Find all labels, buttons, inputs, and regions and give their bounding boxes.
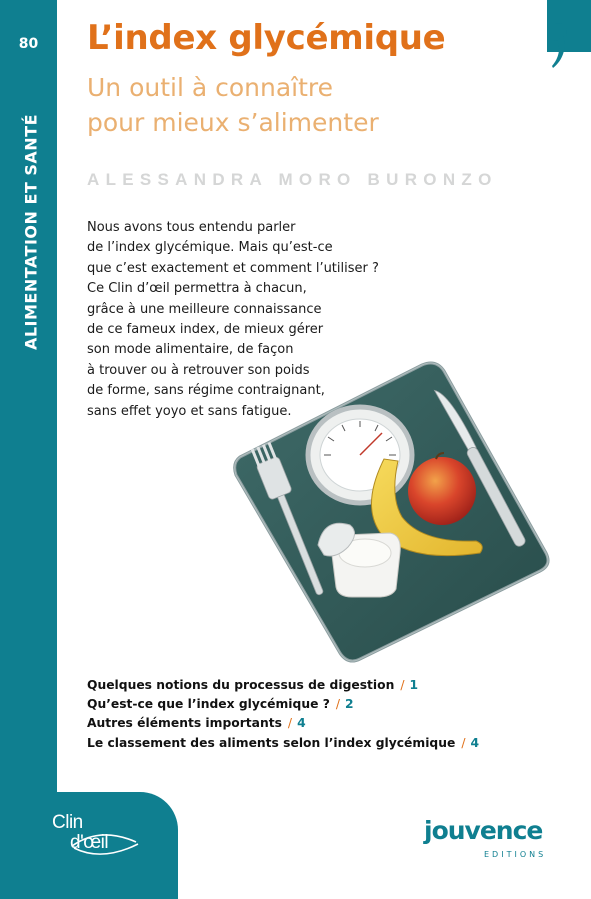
toc-separator: / <box>287 716 293 731</box>
toc-label: Autres éléments importants <box>87 716 282 731</box>
toc-label: Le classement des aliments selon l’index glycémique <box>87 735 456 750</box>
toc-separator: / <box>335 697 340 712</box>
toc-row <box>87 695 507 714</box>
blurb-line: de ce fameux index, de mieux gérer <box>87 322 324 338</box>
series-name: ALIMENTATION ET SANTÉ <box>21 113 41 351</box>
blurb-line: Ce Clin d’œil permettra à chacun, <box>87 281 307 297</box>
toc-label: Qu’est-ce que l’index glycémique ? <box>87 697 330 712</box>
blurb-line: de forme, sans régime contraignant, <box>87 383 325 399</box>
book-subtitle <box>87 70 527 140</box>
toc-row <box>87 714 507 733</box>
subtitle-line: pour mieux s’alimenter <box>87 108 379 137</box>
blurb-line: son mode alimentaire, de façon <box>87 342 294 358</box>
subtitle-line: Un outil à connaître <box>87 73 334 102</box>
collection-logo-line: Clin <box>52 812 83 833</box>
blurb-line: à trouver ou à retrouver son poids <box>87 362 310 378</box>
toc-page: 4 <box>297 716 306 731</box>
toc-separator: / <box>400 678 405 692</box>
toc-row <box>87 734 507 753</box>
series-number: 80 <box>18 36 39 52</box>
publisher-name: jouvence <box>424 816 543 845</box>
book-title: L’index glycémique <box>87 18 446 58</box>
scale-food-illustration <box>232 357 552 667</box>
toc-page: 4 <box>470 735 480 750</box>
author-name: ALESSANDRA MORO BURONZO <box>87 170 498 189</box>
blurb-line: Nous avons tous entendu parler <box>87 220 296 235</box>
eye-icon <box>52 812 152 864</box>
comma-icon <box>547 20 569 70</box>
collection-logo-line: d'œil <box>70 832 109 853</box>
toc-row <box>87 676 507 695</box>
blurb-line: sans effet yoyo et sans fatigue. <box>87 403 292 419</box>
toc-label: Quelques notions du processus de digestion <box>87 678 395 692</box>
table-of-contents <box>87 676 507 753</box>
toc-page: 1 <box>409 678 419 692</box>
collection-logo <box>52 812 152 860</box>
blurb-line: que c’est exactement et comment l’utiliser ? <box>87 260 379 276</box>
publisher-logo <box>424 808 564 864</box>
publisher-sub: EDITIONS <box>484 850 547 859</box>
apple-icon <box>408 457 476 525</box>
toc-separator: / <box>461 735 466 750</box>
toc-page: 2 <box>344 697 354 712</box>
blurb-line: grâce à une meilleure connaissance <box>87 301 322 317</box>
blurb-line: de l’index glycémique. Mais qu’est-ce <box>87 240 333 256</box>
